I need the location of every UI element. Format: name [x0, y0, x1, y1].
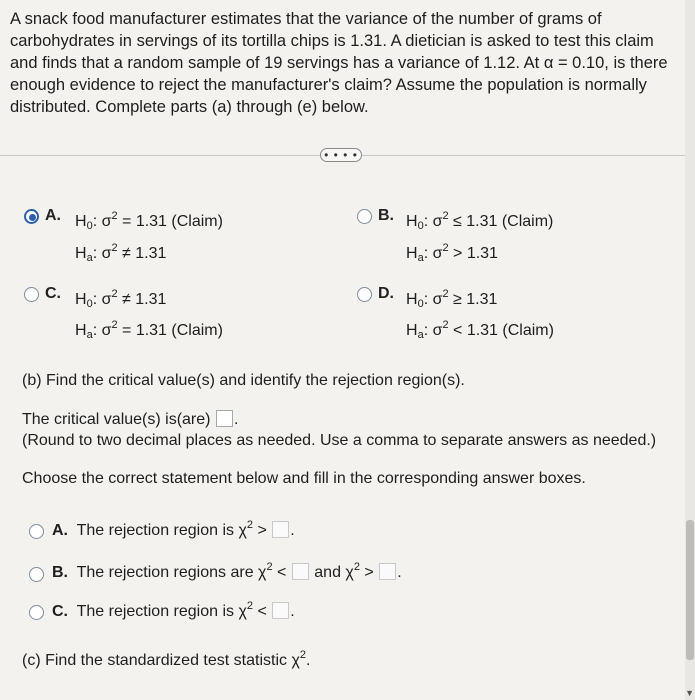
rejection-b-input-lower[interactable]: [292, 563, 309, 580]
option-b-h0: $H_0$: $\sigma^2 \le 1.31$ (Claim): [406, 210, 554, 232]
option-d-ha: $H_a$: $\sigma^2 < 1.31$ (Claim): [406, 319, 554, 341]
radio-option-c[interactable]: [24, 287, 39, 302]
rejection-option-c: C. The rejection region is $\chi^2$ < .: [52, 600, 295, 620]
critical-value-label: The critical value(s) is(are): [22, 411, 211, 428]
radio-rejection-a[interactable]: [29, 524, 44, 539]
option-a-ha: $H_a$: $\sigma^2 \ne 1.31$: [75, 242, 167, 264]
critical-value-row: The critical value(s) is(are) .: [22, 411, 239, 428]
round-note: (Round to two decimal places as needed. Use a comma to separate answers as needed.): [22, 432, 657, 449]
rejection-c-letter: C.: [52, 603, 68, 620]
expand-more-button[interactable]: • • • •: [320, 148, 362, 162]
option-d-letter: D.: [378, 285, 394, 302]
rejection-a-input[interactable]: [272, 521, 289, 538]
option-c-ha: $H_a$: $\sigma^2 = 1.31$ (Claim): [75, 319, 223, 341]
rejection-c-input[interactable]: [272, 602, 289, 619]
critical-value-input[interactable]: [216, 410, 233, 427]
option-d-h0: $H_0$: $\sigma^2 \ge 1.31$: [406, 288, 498, 310]
rejection-option-a: A. The rejection region is $\chi^2$ > .: [52, 519, 295, 539]
choose-statement: Choose the correct statement below and fill in the corresponding answer boxes.: [22, 470, 586, 487]
rejection-option-b: B. The rejection regions are $\chi^2$ < and $\chi^2$ > .: [52, 561, 402, 581]
option-a-letter: A.: [45, 207, 61, 224]
rejection-b-text: The rejection regions are $\chi^2$ <: [76, 561, 287, 581]
rejection-b-letter: B.: [52, 564, 68, 581]
rejection-b-and: and $\chi^2$ >: [314, 561, 374, 581]
rejection-b-input-upper[interactable]: [379, 563, 396, 580]
problem-statement: A snack food manufacturer estimates that the variance of the number of grams of carbohydrates in servings of its tortilla chips is 1.31. A dietician is asked to test this claim and finds that a random sample of 19 servings has a variance of 1.12. At α = 0.10, is there enough evidence to reject the manufacturer's claim? Assume the population is normally distributed. Complete parts (a) through (e) below.: [10, 10, 668, 116]
option-b-ha: $H_a$: $\sigma^2 > 1.31$: [406, 242, 498, 264]
radio-rejection-b[interactable]: [29, 567, 44, 582]
option-c-letter: C.: [45, 285, 61, 302]
rejection-c-text: The rejection region is $\chi^2$ <: [76, 600, 267, 620]
option-c-h0: $H_0$: $\sigma^2 \ne 1.31$: [75, 288, 167, 310]
scroll-down-icon[interactable]: ▼: [685, 688, 694, 698]
radio-option-b[interactable]: [357, 209, 372, 224]
option-a-h0: $H_0$: $\sigma^2 = 1.31$ (Claim): [75, 210, 223, 232]
scrollbar[interactable]: [685, 0, 695, 700]
part-c-prompt: (c) Find the standardized test statistic $\chi^2$.: [22, 649, 311, 669]
radio-option-a[interactable]: [24, 209, 39, 224]
rejection-a-text: The rejection region is $\chi^2$ >: [76, 519, 267, 539]
scrollbar-thumb[interactable]: [686, 520, 694, 660]
part-b-prompt: (b) Find the critical value(s) and identify the rejection region(s).: [22, 372, 465, 389]
rejection-a-letter: A.: [52, 522, 68, 539]
radio-rejection-c[interactable]: [29, 605, 44, 620]
radio-option-d[interactable]: [357, 287, 372, 302]
option-b-letter: B.: [378, 207, 394, 224]
